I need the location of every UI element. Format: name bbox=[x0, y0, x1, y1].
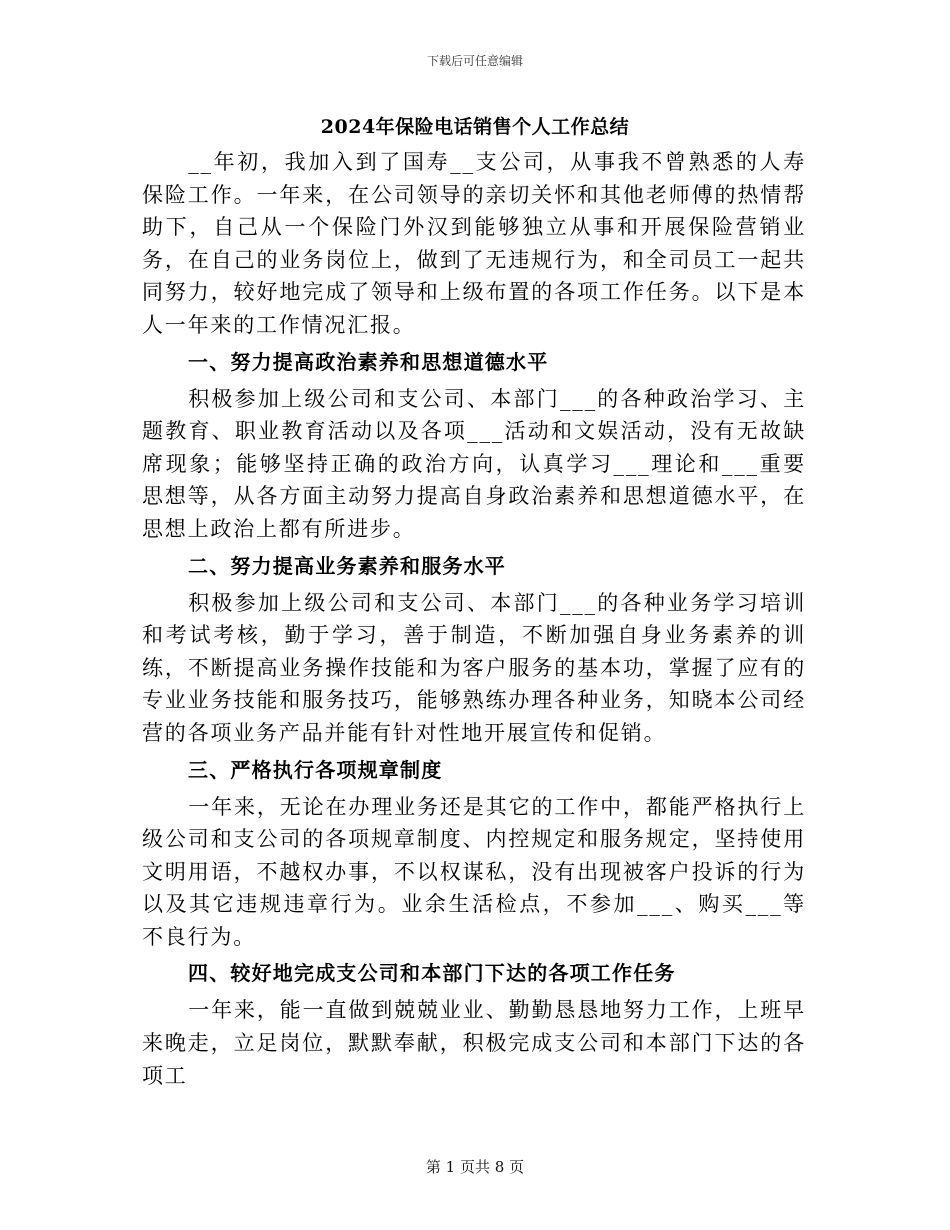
section-paragraph-2: 积极参加上级公司和支公司、本部门___的各种业务学习培训和考试考核，勤于学习，善于制造，不断加强自身业务素养的训练，不断提高业务操作技能和为客户服务的基本功，掌握了应有的专业业务技能和服务技巧，能够熟练办理各种业务，知晓本公司经营的各项业务产品并能有针对性地开展宣传和促销。 bbox=[142, 590, 806, 745]
section-heading-4: 四、较好地完成支公司和本部门下达的各项工作任务 bbox=[188, 961, 676, 986]
section-paragraph-4: 一年来，能一直做到兢兢业业、勤勤恳恳地努力工作，上班早来晚走，立足岗位，默默奉献，积极完成支公司和本部门下达的各项工 bbox=[142, 998, 806, 1088]
section-heading-3: 三、严格执行各项规章制度 bbox=[188, 757, 443, 782]
intro-paragraph: __年初，我加入到了国寿__支公司，从事我不曾熟悉的人寿保险工作。一年来，在公司领导的亲切关怀和其他老师傅的热情帮助下，自己从一个保险门外汉到能够独立从事和开展保险营销业务，在自己的业务岗位上，做到了无违规行为，和全司员工一起共同努力，较好地完成了领导和上级布置的各项工作任务。以下是本人一年来的工作情况汇报。 bbox=[142, 150, 806, 337]
section-heading-1: 一、努力提高政治素养和思想道德水平 bbox=[188, 349, 549, 374]
section-paragraph-3: 一年来，无论在办理业务还是其它的工作中，都能严格执行上级公司和支公司的各项规章制度、内控规定和服务规定，坚持使用文明用语，不越权办事，不以权谋私，没有出现被客户投诉的行为以及其它违规违章行为。业余生活检点，不参加___、购买___等不良行为。 bbox=[142, 794, 806, 949]
document-body bbox=[142, 146, 806, 1092]
section-heading-2: 二、努力提高业务素养和服务水平 bbox=[188, 553, 506, 578]
document-title: 2024年保险电话销售个人工作总结 bbox=[320, 116, 630, 138]
header-note: 下载后可任意编辑 bbox=[426, 54, 523, 68]
section-paragraph-1: 积极参加上级公司和支公司、本部门___的各种政治学习、主题教育、职业教育活动以及各项___活动和文娱活动，没有无故缺席现象；能够坚持正确的政治方向，认真学习___理论和___重要思想等，从各方面主动努力提高自身政治素养和思想道德水平，在思想上政治上都有所进步。 bbox=[142, 386, 806, 541]
page-number: 第 1 页共 8 页 bbox=[425, 1158, 525, 1176]
